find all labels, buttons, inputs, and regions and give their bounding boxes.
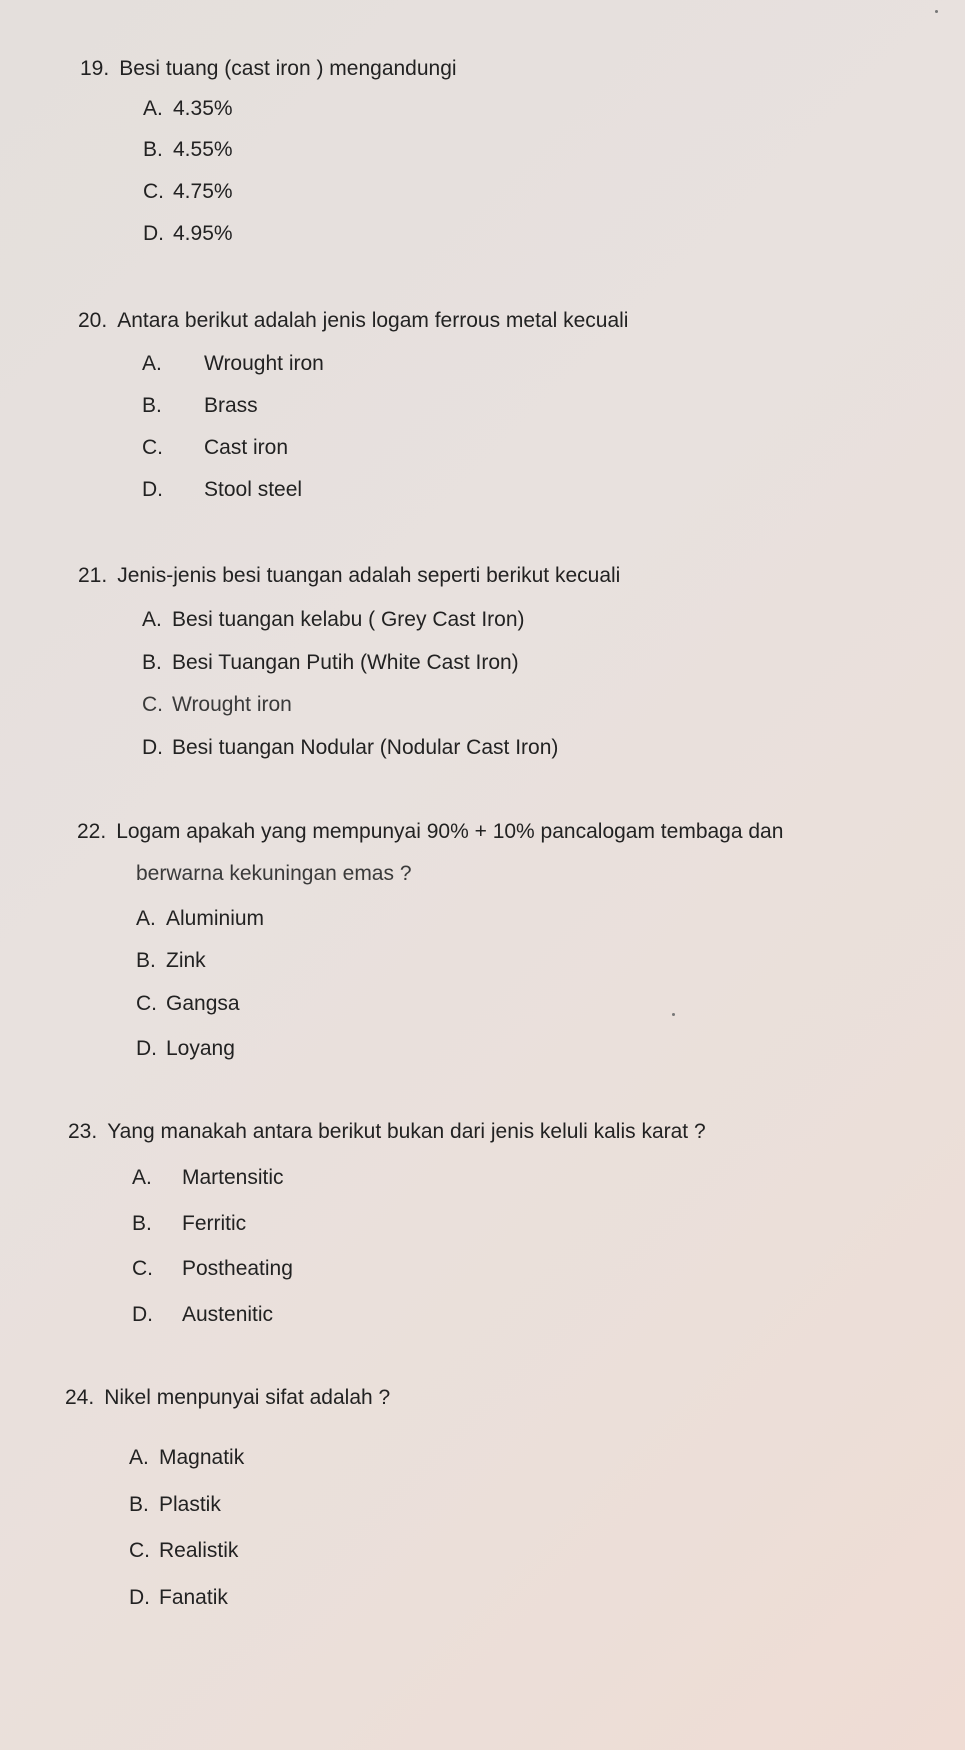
option-letter: C. <box>143 180 164 203</box>
option-letter: A. <box>132 1166 152 1189</box>
option-letter: A. <box>143 97 163 120</box>
option-letter: B. <box>136 949 156 972</box>
option-text: 4.55% <box>173 138 233 161</box>
option-b <box>132 1211 246 1237</box>
option-letter: C. <box>129 1539 150 1562</box>
question-text: Logam apakah yang mempunyai 90% + 10% pancalogam tembaga dan <box>116 820 784 843</box>
option-text: 4.95% <box>173 222 233 245</box>
option-letter: D. <box>143 222 164 245</box>
option-text: Postheating <box>182 1257 293 1280</box>
option-text: 4.35% <box>173 97 233 120</box>
option-letter: D. <box>142 478 163 501</box>
option-c <box>136 991 240 1017</box>
option-c <box>132 1256 293 1282</box>
option-c <box>142 435 288 461</box>
option-letter: A. <box>142 608 162 631</box>
option-letter: C. <box>132 1257 153 1280</box>
option-letter: B. <box>143 138 163 161</box>
option-b <box>142 650 519 676</box>
option-a <box>129 1445 244 1471</box>
question-stem <box>65 1385 390 1411</box>
option-text: Brass <box>204 394 258 417</box>
option-b <box>142 393 258 419</box>
option-text: Zink <box>166 949 206 972</box>
option-text: Besi Tuangan Putih (White Cast Iron) <box>172 651 519 674</box>
question-number: 20. <box>78 309 108 332</box>
option-d <box>136 1036 235 1062</box>
question-text: Jenis-jenis besi tuangan adalah seperti berikut kecuali <box>117 564 621 587</box>
option-text: Loyang <box>166 1037 235 1060</box>
option-letter: A. <box>142 352 162 375</box>
option-b <box>129 1492 221 1518</box>
option-a <box>142 607 525 633</box>
option-d <box>143 221 233 247</box>
option-c <box>129 1538 238 1564</box>
option-letter: B. <box>129 1493 149 1516</box>
option-b <box>136 948 206 974</box>
option-letter: C. <box>136 992 157 1015</box>
paper-speck <box>935 10 938 13</box>
option-a <box>142 351 324 377</box>
question-stem <box>78 563 620 589</box>
question-number: 24. <box>65 1386 95 1409</box>
option-a <box>136 906 264 932</box>
option-letter: B. <box>132 1212 152 1235</box>
question-text-continued: berwarna kekuningan emas ? <box>136 862 412 885</box>
option-d <box>132 1302 273 1328</box>
question-stem <box>68 1119 706 1145</box>
paper-speck <box>672 1013 675 1016</box>
question-stem <box>78 308 628 334</box>
option-text: Besi tuangan Nodular (Nodular Cast Iron) <box>172 736 559 759</box>
option-c <box>143 179 233 205</box>
question-text: Yang manakah antara berikut bukan dari jenis keluli kalis karat ? <box>107 1120 706 1143</box>
option-letter: C. <box>142 436 163 459</box>
question-text: Nikel menpunyai sifat adalah ? <box>104 1386 391 1409</box>
option-letter: D. <box>132 1303 153 1326</box>
option-text: Besi tuangan kelabu ( Grey Cast Iron) <box>172 608 525 631</box>
option-text: Cast iron <box>204 436 289 459</box>
question-number: 19. <box>80 57 110 80</box>
option-letter: A. <box>129 1446 149 1469</box>
option-text: Magnatik <box>159 1446 245 1469</box>
option-text: Martensitic <box>182 1166 284 1189</box>
option-text: Wrought iron <box>172 693 292 716</box>
option-text: Stool steel <box>204 478 303 501</box>
option-b <box>143 137 233 163</box>
option-letter: A. <box>136 907 156 930</box>
option-c <box>142 692 292 718</box>
question-number: 23. <box>68 1120 98 1143</box>
option-text: Gangsa <box>166 992 240 1015</box>
option-letter: B. <box>142 394 162 417</box>
option-d <box>142 477 302 503</box>
question-number: 22. <box>77 820 107 843</box>
option-d <box>129 1585 228 1611</box>
option-a <box>132 1165 284 1191</box>
option-text: Ferritic <box>182 1212 247 1235</box>
option-letter: D. <box>129 1586 150 1609</box>
option-text: Aluminium <box>166 907 265 930</box>
question-text: Antara berikut adalah jenis logam ferrous metal kecuali <box>117 309 629 332</box>
option-text: Wrought iron <box>204 352 324 375</box>
option-text: Realistik <box>159 1539 239 1562</box>
option-letter: C. <box>142 693 163 716</box>
question-number: 21. <box>78 564 108 587</box>
option-d <box>142 735 558 761</box>
option-letter: D. <box>142 736 163 759</box>
option-a <box>143 96 233 122</box>
question-stem <box>80 56 457 82</box>
question-text: Besi tuang (cast iron ) mengandungi <box>119 57 457 80</box>
option-text: 4.75% <box>173 180 233 203</box>
question-stem <box>77 819 783 845</box>
option-text: Plastik <box>159 1493 221 1516</box>
option-letter: B. <box>142 651 162 674</box>
option-text: Fanatik <box>159 1586 228 1609</box>
option-letter: D. <box>136 1037 157 1060</box>
option-text: Austenitic <box>182 1303 274 1326</box>
